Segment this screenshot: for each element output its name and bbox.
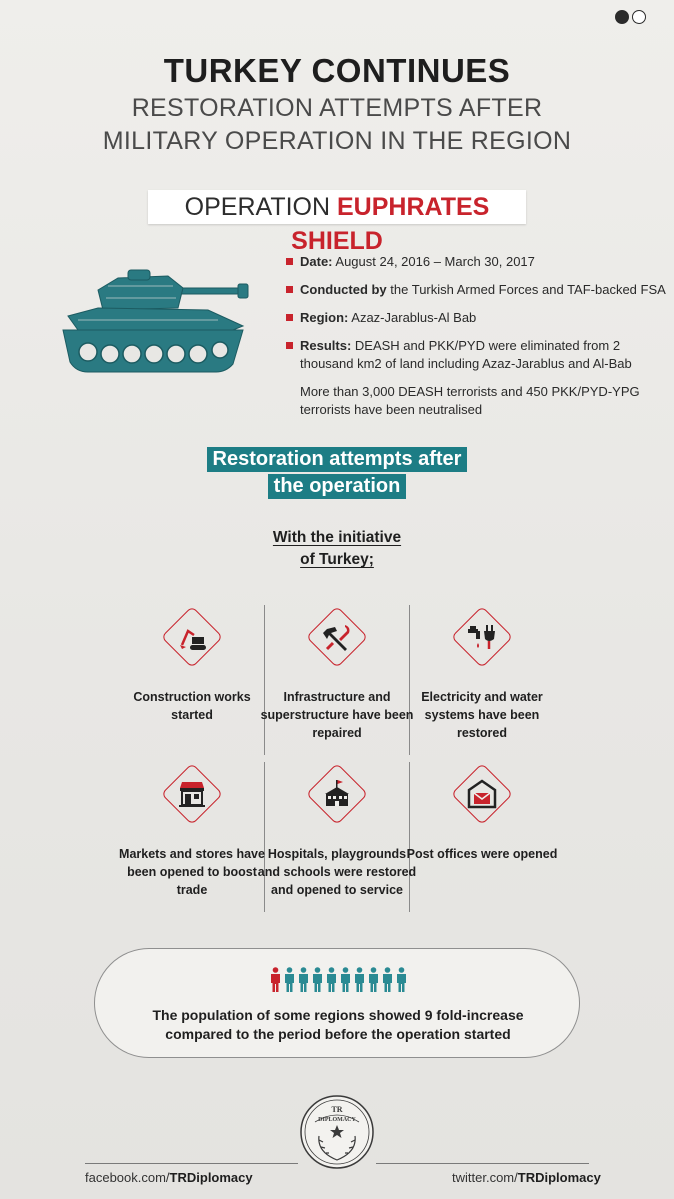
subtitle-line-2: MILITARY OPERATION IN THE REGION (102, 127, 572, 155)
tank-illustration-icon (58, 268, 250, 388)
twitter-link[interactable] (452, 1170, 601, 1185)
item-construction (112, 607, 272, 724)
fact-date-value: August 24, 2016 – March 30, 2017 (332, 254, 535, 269)
pager-dot-inactive[interactable] (632, 10, 646, 24)
item-electricity-water (402, 607, 562, 742)
fact-conducted-label: Conducted by (300, 282, 387, 297)
fact-conducted (286, 281, 666, 299)
person-icon (396, 967, 407, 993)
school-building-icon (307, 764, 367, 824)
fact-results-value: DEASH and PKK/PYD were eliminated from 2 thousand km2 of land including Azaz-Jarablus and Al-Bab (300, 338, 632, 371)
seal-text-top: TR (331, 1105, 343, 1114)
fact-neutralised: More than 3,000 DEASH terrorists and 450 PKK/PYD-YPG terrorists have been neutralised (300, 384, 640, 417)
item-construction-label: Construction works started (133, 690, 251, 722)
seal-text-bottom: DIPLOMACY (318, 1117, 356, 1123)
fact-results (286, 337, 666, 373)
restoration-heading-line-2: the operation (268, 474, 407, 499)
fact-date-label: Date: (300, 254, 333, 269)
item-markets (112, 764, 272, 899)
item-post-offices-label: Post offices were opened (406, 847, 558, 861)
footer-rule-left (85, 1163, 298, 1164)
tools-icon (307, 607, 367, 667)
pager-dot-active[interactable] (615, 10, 629, 24)
twitter-prefix: twitter.com/ (452, 1170, 518, 1185)
population-box (94, 948, 580, 1058)
population-people-icons (95, 967, 581, 998)
main-title: TURKEY CONTINUES (163, 52, 511, 89)
footer-rule-right (376, 1163, 589, 1164)
twitter-handle: TRDiplomacy (517, 1170, 601, 1185)
pager-dots[interactable] (615, 10, 646, 24)
person-icon (270, 967, 281, 993)
initiative-text (0, 527, 674, 571)
item-hospitals-schools (257, 764, 417, 899)
initiative-line-2: of Turkey; (300, 551, 374, 568)
construction-excavator-icon (162, 607, 222, 667)
item-electricity-water-label: Electricity and water systems have been restored (421, 690, 543, 740)
item-infrastructure (257, 607, 417, 742)
item-post-offices (402, 764, 562, 863)
initiative-line-1: With the initiative (272, 529, 402, 546)
subtitle-line-1: RESTORATION ATTEMPTS AFTER (131, 94, 543, 122)
tr-diplomacy-seal-logo-icon (297, 1092, 377, 1192)
fact-date (286, 253, 666, 271)
person-icon (354, 967, 365, 993)
restoration-heading (0, 447, 674, 499)
facebook-link[interactable] (85, 1170, 253, 1185)
operation-prefix: OPERATION (184, 193, 331, 221)
item-hospitals-schools-label: Hospitals, playgrounds and schools were restored and opened to service (257, 847, 417, 897)
person-icon (382, 967, 393, 993)
operation-banner (148, 190, 526, 255)
person-icon (326, 967, 337, 993)
person-icon (298, 967, 309, 993)
facebook-handle: TRDiplomacy (169, 1170, 253, 1185)
person-icon (340, 967, 351, 993)
fact-results-label: Results: (300, 338, 352, 353)
person-icon (312, 967, 323, 993)
fact-conducted-value: the Turkish Armed Forces and TAF-backed FSA (386, 282, 666, 297)
item-markets-label: Markets and stores have been opened to boost trade (119, 847, 265, 897)
subtitle (0, 92, 674, 158)
operation-facts (286, 253, 666, 419)
person-icon (284, 967, 295, 993)
person-icon (368, 967, 379, 993)
population-text-line-2: compared to the period before the operation started (165, 1026, 511, 1042)
operation-name: EUPHRATES SHIELD (291, 193, 490, 255)
fact-region (286, 309, 666, 327)
facebook-prefix: facebook.com/ (85, 1170, 170, 1185)
population-text (95, 1006, 581, 1044)
restoration-heading-line-1: Restoration attempts after (207, 447, 468, 472)
post-office-envelope-icon (452, 764, 512, 824)
fact-region-value: Azaz-Jarablus-Al Bab (348, 310, 477, 325)
tap-and-plug-icon (452, 607, 512, 667)
fact-region-label: Region: (300, 310, 349, 325)
market-store-icon (162, 764, 222, 824)
population-text-line-1: The population of some regions showed 9 fold-increase (152, 1007, 524, 1023)
item-infrastructure-label: Infrastructure and superstructure have been repaired (260, 690, 414, 740)
